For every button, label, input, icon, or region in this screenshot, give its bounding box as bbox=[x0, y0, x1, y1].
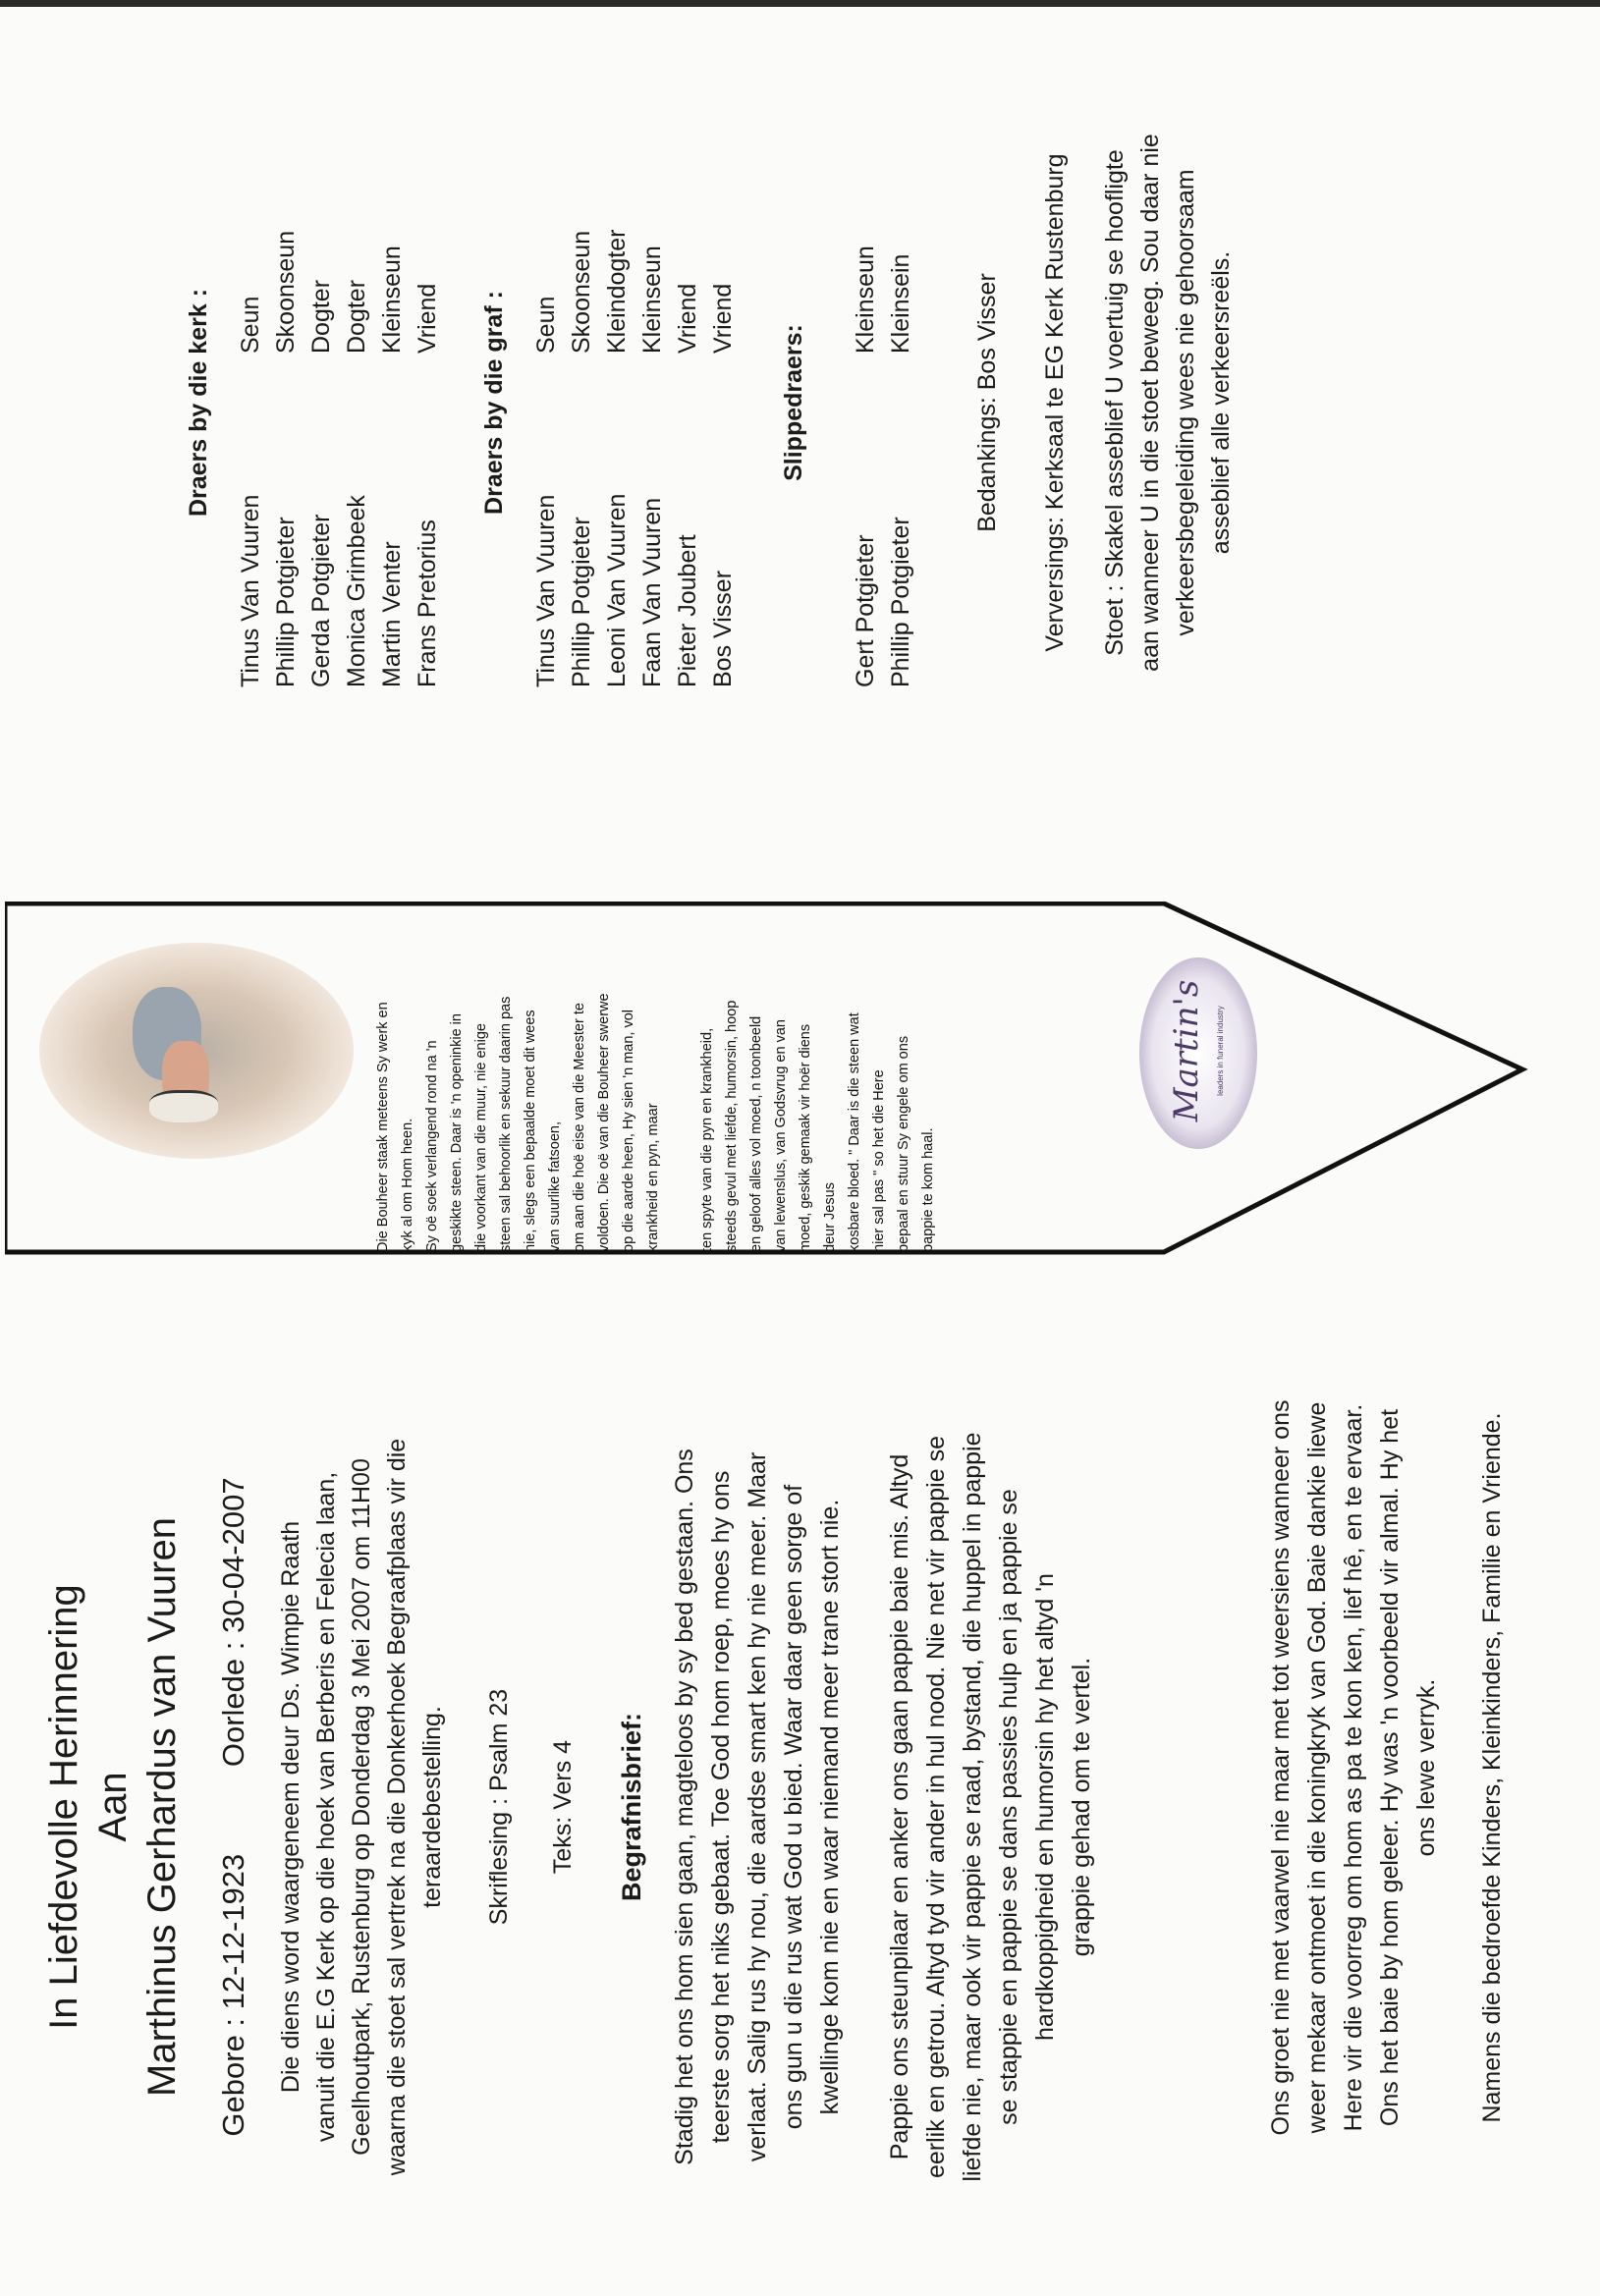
letter-line: grappie gehad om te vertel. bbox=[1068, 1657, 1095, 1957]
letter-line: ons gun u die rus wat God u bied. Waar daar geen sorge of bbox=[780, 1484, 807, 2130]
letter-line: verlaat. Salig rus hy nou, die aardse smart ken hy nie meer. Maar bbox=[744, 1451, 771, 2162]
table-row bbox=[410, 231, 445, 687]
bearer-name: Phillip Potgieter bbox=[272, 517, 300, 687]
closing-line: Here vir die voorreg om hom as pa te kon ken, lief hê, en te ervaar. bbox=[1340, 1403, 1367, 2132]
letter-line: Stadig het ons hom sien gaan, magteloos by sy bed gestaan. Ons bbox=[671, 1449, 698, 2165]
death-date: Oorlede : 30-04-2007 bbox=[216, 1477, 250, 1768]
church-bearers-heading: Draers by die kerk : bbox=[185, 288, 212, 518]
text-verse: Teks: Vers 4 bbox=[549, 1739, 577, 1875]
letter-paragraph-1 bbox=[667, 1385, 849, 2229]
service-details bbox=[273, 1404, 450, 2210]
bearer-relation: Kleinsein bbox=[887, 253, 914, 354]
bearer-name: Tinus Van Vuuren bbox=[237, 494, 264, 687]
poem-line: die voorkant van die muur, nie enige bbox=[473, 1023, 489, 1252]
title-line-3: Marthinus Gerhardus van Vuuren bbox=[140, 1517, 184, 2097]
closing-message bbox=[1263, 1286, 1445, 2249]
memorial-title bbox=[39, 1365, 187, 2249]
logo-text: Martin's bbox=[1167, 979, 1206, 1122]
letter-line: kwellinge kom nie en waar niemand meer trane stort nie. bbox=[816, 1499, 844, 2115]
service-line: waarna die stoet sal vertrek na die Donkerhoek Begraafplaas vir die bbox=[383, 1438, 411, 2176]
bearer-name: Phillip Potgieter bbox=[887, 517, 914, 687]
bearer-relation: Seun bbox=[532, 296, 560, 354]
poem-line: geskikte steen. Daar is 'n openinkie in bbox=[449, 1013, 465, 1252]
table-row bbox=[564, 230, 599, 687]
procession-note bbox=[1097, 20, 1239, 786]
title-line-2: Aan bbox=[91, 1772, 135, 1842]
procession-line: asseblief alle verkeersreëls. bbox=[1207, 250, 1235, 555]
poem-line: en geloof alles vol moed, n toonbeeld bbox=[748, 1015, 764, 1252]
poem-line: van lewenslus, van Godsvrug en van bbox=[773, 1019, 789, 1252]
service-line: Geelhoutpark, Rustenburg op Donderdag 3 Mei 2007 om 11H00 bbox=[348, 1458, 375, 2156]
service-line: teraardebestelling. bbox=[418, 1706, 446, 1908]
table-row bbox=[705, 230, 741, 687]
grave-bearers-heading: Draers by die graf : bbox=[480, 291, 508, 515]
poem-line: nie, slegs een bepaalde moet dit wees bbox=[523, 1010, 538, 1252]
slip-bearers-heading: Slippedraers: bbox=[780, 324, 807, 481]
birth-date: Gebore : 12-12-1923 bbox=[216, 1853, 250, 2137]
bookmark-poem-continued bbox=[695, 899, 941, 1252]
poem-line: om aan die hoë eise van die Meester te bbox=[572, 1003, 587, 1252]
bookmark-poem bbox=[371, 899, 666, 1252]
letter-paragraph-2 bbox=[882, 1385, 1100, 2229]
table-row bbox=[528, 230, 564, 687]
letter-line: hardkoppigheid en humorsin hy het altyd 'n bbox=[1031, 1573, 1059, 2041]
table-row bbox=[339, 231, 374, 687]
poem-line: op die aarde heen, Hy sien 'n man, vol bbox=[621, 1009, 636, 1252]
bearer-name: Gert Potgieter bbox=[852, 534, 879, 687]
poem-line: ten spyte van die pyn en krankheid, bbox=[699, 1027, 715, 1252]
poem-line: pappie te kom haal. bbox=[920, 1127, 936, 1252]
bearer-relation: Skoonseun bbox=[568, 230, 595, 354]
bearer-name: Tinus Van Vuuren bbox=[532, 494, 560, 687]
table-row bbox=[303, 231, 339, 687]
bearer-name: Pieter Joubert bbox=[674, 534, 701, 687]
bearer-relation: Dogter bbox=[307, 279, 335, 354]
title-line-1: In Liefdevolle Herinnering bbox=[42, 1584, 85, 2030]
bearers-panel bbox=[177, 20, 1414, 786]
poem-line: bepaal en stuur Sy engele om ons bbox=[896, 1035, 911, 1252]
closing-line: Ons het baie by hom geleer. Hy was 'n voorbeeld vir almal. Hy het bbox=[1376, 1408, 1404, 2127]
bearer-relation: Vriend bbox=[414, 283, 441, 354]
bearer-relation: Dogter bbox=[343, 279, 370, 354]
logo-tagline: leaders in funeral industry bbox=[1216, 1006, 1225, 1096]
table-row bbox=[599, 230, 634, 687]
closing-line: weer mekaar ontmoet in die koningkryk van God. Baie dankie liewe bbox=[1303, 1401, 1331, 2134]
bearer-name: Bos Visser bbox=[709, 570, 737, 687]
bearer-name: Faan Van Vuuren bbox=[638, 497, 666, 687]
letter-line: Pappie ons steunpilaar en anker ons gaan pappie baie mis. Altyd bbox=[886, 1453, 913, 2160]
bearer-name: Leoni Van Vuuren bbox=[603, 493, 631, 687]
bearer-relation: Seun bbox=[237, 296, 264, 354]
bearer-relation: Vriend bbox=[709, 283, 737, 354]
bearer-name: Monica Grimbeek bbox=[343, 495, 370, 687]
bearer-name: Martin Venter bbox=[378, 541, 406, 687]
martins-logo bbox=[1139, 957, 1257, 1149]
table-row bbox=[374, 231, 410, 687]
grave-bearers-table bbox=[528, 230, 741, 687]
poem-line: steeds gevul met liefde, humorsin, hoop bbox=[724, 1000, 740, 1252]
table-row bbox=[634, 230, 670, 687]
procession-line: aan wanneer U in die stoet beweeg. Sou daar nie bbox=[1136, 134, 1164, 672]
poem-line: krankheid en pyn, maar bbox=[645, 1103, 661, 1252]
poem-line: Sy oë soek verlangend rond na 'n bbox=[424, 1040, 440, 1252]
slip-bearers-table bbox=[848, 246, 918, 687]
service-line: Die diens word waargeneem deur Ds. Wimpie Raath bbox=[277, 1520, 304, 2094]
bearer-relation: Kleindogter bbox=[603, 229, 631, 354]
procession-line: verkeersbegeleiding wees nie gehoorsaam bbox=[1172, 169, 1199, 636]
table-row bbox=[883, 246, 918, 687]
bearer-relation: Kleinseun bbox=[638, 246, 666, 354]
life-dates bbox=[216, 1365, 251, 2249]
bearer-relation: Kleinseun bbox=[852, 246, 879, 354]
poem-line: van suurlike fatsoen, bbox=[547, 1121, 563, 1252]
scan-top-edge bbox=[0, 0, 1600, 7]
portrait-hat bbox=[149, 1090, 218, 1122]
church-bearers-table bbox=[233, 231, 445, 687]
poem-line: moed, geskik gemaak vir hoër diens bbox=[798, 1023, 813, 1252]
service-line: vanuit die E.G Kerk op die hoek van Berberis en Felecia laan, bbox=[312, 1471, 340, 2143]
bearer-relation: Kleinseun bbox=[378, 246, 406, 354]
letter-line: liefde nie, maar ook vir pappie se raad, bystand, die huppel in pappie bbox=[959, 1432, 986, 2182]
table-row bbox=[848, 246, 883, 687]
table-row bbox=[268, 231, 303, 687]
letter-line: teerste sorg het niks gebaat. Toe God hom roep, moes hy ons bbox=[707, 1470, 735, 2144]
closing-line: Ons groet nie met vaarwel nie maar met tot weersiens wanneer ons bbox=[1267, 1399, 1295, 2136]
table-row bbox=[670, 230, 705, 687]
table-row bbox=[233, 231, 268, 687]
poem-line: steen sal behoorlik en sekuur daarin pas bbox=[498, 996, 514, 1252]
poem-line: hier sal pas " so het die Here bbox=[871, 1069, 887, 1252]
poem-line: kyk al om Hom heen. bbox=[400, 1118, 415, 1252]
procession-line: Stoet : Skakel asseblief U voertuig se hoofligte bbox=[1101, 149, 1129, 656]
poem-line: kosbare bloed. " Daar is die steen wat bbox=[847, 1012, 862, 1252]
bearer-name: Frans Pretorius bbox=[414, 519, 441, 687]
closing-panel bbox=[1238, 1277, 1562, 2259]
bearer-name: Phillip Potgieter bbox=[568, 517, 595, 687]
portrait-photo bbox=[39, 943, 354, 1159]
bearer-relation: Skoonseun bbox=[272, 230, 300, 354]
refreshments-note: Verversings: Kerksaal te EG Kerk Rustenburg bbox=[1041, 153, 1069, 652]
bearer-name: Gerda Potgieter bbox=[307, 514, 335, 687]
thanks-note: Bedankings: Bos Visser bbox=[973, 273, 1001, 532]
scripture-reading: Skriflesing : Psalm 23 bbox=[485, 1688, 513, 1926]
bearer-relation: Vriend bbox=[674, 283, 701, 354]
poem-line: deur Jesus bbox=[822, 1182, 838, 1252]
family-signature: Namens die bedroefde Kinders, Kleinkinders, Familie en Vriende. bbox=[1478, 1412, 1506, 2123]
letter-line: se stappie en pappie se dans passies hulp en ja pappie se bbox=[995, 1489, 1022, 2125]
letter-line: eerlik en getrou. Altyd tyd vir ander in hul nood. Nie net vir pappie se bbox=[922, 1436, 950, 2178]
closing-line: ons lewe verryk. bbox=[1412, 1678, 1440, 1857]
poem-line: voldoen. Die oë van die Bouheer swerwe bbox=[596, 993, 612, 1252]
letter-heading: Begrafnisbrief: bbox=[617, 1712, 646, 1902]
poem-line: Die Bouheer staak meteens Sy werk en bbox=[375, 1002, 391, 1252]
